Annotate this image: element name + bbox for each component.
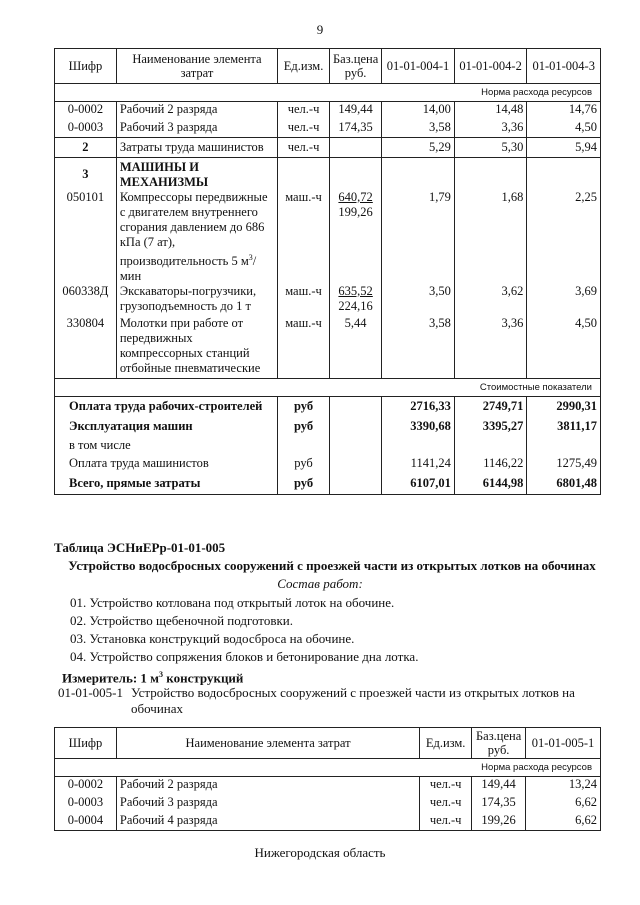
total-row bbox=[55, 436, 601, 454]
row-unit: чел.-ч bbox=[420, 777, 472, 795]
row-value-2: 3,36 bbox=[454, 120, 527, 138]
work-item: 01. Устройство котлована под открытый лоток на обочине. bbox=[70, 595, 395, 610]
work-item: 03. Установка конструкций водосброса на обочине. bbox=[70, 631, 355, 646]
row-price bbox=[329, 190, 381, 284]
row-value-3: 4,50 bbox=[527, 316, 601, 378]
work-composition-header: Состав работ: bbox=[277, 576, 363, 591]
page-footer: Нижегородская область bbox=[254, 845, 386, 860]
row-price: 174,35 bbox=[472, 795, 526, 813]
row-price-empty bbox=[329, 138, 381, 158]
total-value-3: 2990,31 bbox=[527, 396, 601, 417]
row-price: 149,44 bbox=[329, 102, 381, 120]
row-value-1: 6,62 bbox=[526, 795, 601, 813]
total-value-2: 1146,22 bbox=[454, 454, 527, 473]
total-value-3: 6801,48 bbox=[527, 473, 601, 494]
row-price-main: 640,72 bbox=[338, 190, 373, 204]
total-name: Эксплуатация машин bbox=[55, 417, 278, 436]
row-value-2: 3,36 bbox=[454, 316, 527, 378]
header-name: Наименование элемента затрат bbox=[116, 49, 277, 84]
header-code: Шифр bbox=[55, 728, 117, 759]
page-number: 9 bbox=[316, 22, 324, 37]
total-unit: руб bbox=[278, 473, 330, 494]
row-name bbox=[116, 190, 277, 284]
norm-label: Норма расхода ресурсов bbox=[55, 84, 601, 102]
norm-label-row bbox=[55, 84, 601, 102]
table-row bbox=[55, 316, 601, 378]
measure-prefix: Измеритель: 1 м bbox=[62, 670, 160, 686]
table-row bbox=[55, 284, 601, 316]
row-unit: чел.-ч bbox=[420, 813, 472, 831]
row-price bbox=[329, 284, 381, 316]
total-unit: руб bbox=[278, 396, 330, 417]
table-header-row bbox=[55, 728, 601, 759]
header-unit: Ед.изм. bbox=[278, 49, 330, 84]
row-name: Экскаваторы-погрузчики, грузоподъемность до 1 т bbox=[116, 284, 277, 316]
row-value-2: 5,30 bbox=[454, 138, 527, 158]
row-value-3: 2,25 bbox=[527, 190, 601, 284]
item-code: 01-01-005-1 bbox=[58, 685, 123, 700]
row-name: Рабочий 2 разряда bbox=[116, 102, 277, 120]
row-value-1: 3,50 bbox=[382, 284, 455, 316]
section-heading-machines: МАШИНЫ И МЕХАНИЗМЫ bbox=[116, 158, 277, 191]
cost-label: Стоимостные показатели bbox=[55, 378, 601, 396]
row-unit: чел.-ч bbox=[420, 795, 472, 813]
norm-label: Норма расхода ресурсов bbox=[55, 759, 601, 777]
total-row bbox=[55, 473, 601, 494]
total-value-1: 3390,68 bbox=[382, 417, 455, 436]
total-name: Всего, прямые затраты bbox=[55, 473, 278, 494]
row-name: Молотки при работе от передвижных компрессорных станций отбойные пневматические bbox=[116, 316, 277, 378]
row-name: Рабочий 4 разряда bbox=[116, 813, 419, 831]
row-unit: маш.-ч bbox=[278, 284, 330, 316]
total-unit: руб bbox=[278, 454, 330, 473]
row-code: 0-0002 bbox=[55, 777, 117, 795]
row-value-1: 6,62 bbox=[526, 813, 601, 831]
total-value-1: 1141,24 bbox=[382, 454, 455, 473]
row-code: 3 bbox=[55, 158, 117, 191]
total-name: Оплата труда рабочих-строителей bbox=[55, 396, 278, 417]
table-row bbox=[55, 102, 601, 120]
header-col-1: 01-01-005-1 bbox=[526, 728, 601, 759]
row-value-3: 4,50 bbox=[527, 120, 601, 138]
table-row bbox=[55, 795, 601, 813]
row-code: 2 bbox=[55, 138, 117, 158]
row-code: 060338Д bbox=[55, 284, 117, 316]
table-row bbox=[55, 120, 601, 138]
header-unit: Ед.изм. bbox=[420, 728, 472, 759]
row-unit: маш.-ч bbox=[278, 316, 330, 378]
norm-label-row bbox=[55, 759, 601, 777]
row-name-tail: /мин bbox=[119, 254, 257, 284]
table-label: Таблица ЭСНиЕРр-01-01-005 bbox=[54, 540, 226, 555]
row-price: 5,44 bbox=[329, 316, 381, 378]
cost-label-row bbox=[55, 378, 601, 396]
row-price: 174,35 bbox=[329, 120, 381, 138]
row-price: 199,26 bbox=[472, 813, 526, 831]
resource-table-01-01-005 bbox=[54, 727, 601, 831]
row-value-1: 3,58 bbox=[382, 316, 455, 378]
header-col-1: 01-01-004-1 bbox=[382, 49, 455, 84]
row-value-2: 1,68 bbox=[454, 190, 527, 284]
total-row bbox=[55, 396, 601, 417]
row-value-2: 14,48 bbox=[454, 102, 527, 120]
table-row bbox=[55, 813, 601, 831]
row-value-3: 5,94 bbox=[527, 138, 601, 158]
row-name: Затраты труда машинистов bbox=[116, 138, 277, 158]
row-unit: чел.-ч bbox=[278, 138, 330, 158]
table-row bbox=[55, 777, 601, 795]
row-value-3: 3,69 bbox=[527, 284, 601, 316]
row-price-wage: 224,16 bbox=[338, 299, 373, 314]
row-name: Рабочий 2 разряда bbox=[116, 777, 419, 795]
total-value-2: 2749,71 bbox=[454, 396, 527, 417]
measure-sup: 3 bbox=[159, 670, 164, 679]
row-code: 0-0003 bbox=[55, 795, 117, 813]
row-value-1: 1,79 bbox=[382, 190, 455, 284]
header-col-2: 01-01-004-2 bbox=[454, 49, 527, 84]
row-value-1: 5,29 bbox=[382, 138, 455, 158]
resource-table-01-01-004 bbox=[54, 48, 601, 495]
row-code: 0-0003 bbox=[55, 120, 117, 138]
row-name: Рабочий 3 разряда bbox=[116, 120, 277, 138]
row-price-main: 635,52 bbox=[338, 284, 373, 299]
section-title: Устройство водосбросных сооружений с проезжей части из открытых лотков на обочинах bbox=[68, 558, 596, 573]
row-code: 0-0002 bbox=[55, 102, 117, 120]
item-name: Устройство водосбросных сооружений с проезжей части из открытых лотков на обочинах bbox=[131, 685, 575, 716]
row-value-1: 3,58 bbox=[382, 120, 455, 138]
header-col-3: 01-01-004-3 bbox=[527, 49, 601, 84]
row-value-3: 14,76 bbox=[527, 102, 601, 120]
total-name: Оплата труда машинистов bbox=[55, 454, 278, 473]
row-value-2: 3,62 bbox=[454, 284, 527, 316]
row-code: 0-0004 bbox=[55, 813, 117, 831]
table-header-row bbox=[55, 49, 601, 84]
row-value-1: 14,00 bbox=[382, 102, 455, 120]
work-item: 02. Устройство щебеночной подготовки. bbox=[70, 613, 293, 628]
row-unit: чел.-ч bbox=[278, 102, 330, 120]
table-row bbox=[55, 190, 601, 284]
total-value-1: 6107,01 bbox=[382, 473, 455, 494]
measure-unit bbox=[62, 667, 622, 686]
header-code: Шифр bbox=[55, 49, 117, 84]
total-unit: руб bbox=[278, 417, 330, 436]
row-unit: чел.-ч bbox=[278, 120, 330, 138]
row-value-1: 13,24 bbox=[526, 777, 601, 795]
measure-suffix: конструкций bbox=[163, 670, 244, 686]
total-value-3: 1275,49 bbox=[527, 454, 601, 473]
row-unit: маш.-ч bbox=[278, 190, 330, 284]
total-row bbox=[55, 417, 601, 436]
total-row bbox=[55, 454, 601, 473]
header-price: Баз.цена руб. bbox=[329, 49, 381, 84]
table-row bbox=[55, 158, 601, 191]
total-value-3: 3811,17 bbox=[527, 417, 601, 436]
row-name: Рабочий 3 разряда bbox=[116, 795, 419, 813]
row-name-text: Компрессоры передвижные с двигателем внутреннего сгорания давлением до 686 кПа (7 ат), производительность 5 м bbox=[119, 190, 268, 269]
table-row bbox=[55, 138, 601, 158]
row-name-sup: 3 bbox=[248, 253, 253, 262]
total-value-1: 2716,33 bbox=[382, 396, 455, 417]
row-code: 050101 bbox=[55, 190, 117, 284]
header-price: Баз.цена руб. bbox=[472, 728, 526, 759]
row-code: 330804 bbox=[55, 316, 117, 378]
total-value-2: 3395,27 bbox=[454, 417, 527, 436]
row-price: 149,44 bbox=[472, 777, 526, 795]
work-item: 04. Устройство сопряжения блоков и бетонирование дна лотка. bbox=[70, 649, 419, 664]
total-name: в том числе bbox=[55, 436, 278, 454]
total-value-2: 6144,98 bbox=[454, 473, 527, 494]
row-price-wage: 199,26 bbox=[338, 205, 373, 219]
header-name: Наименование элемента затрат bbox=[116, 728, 419, 759]
